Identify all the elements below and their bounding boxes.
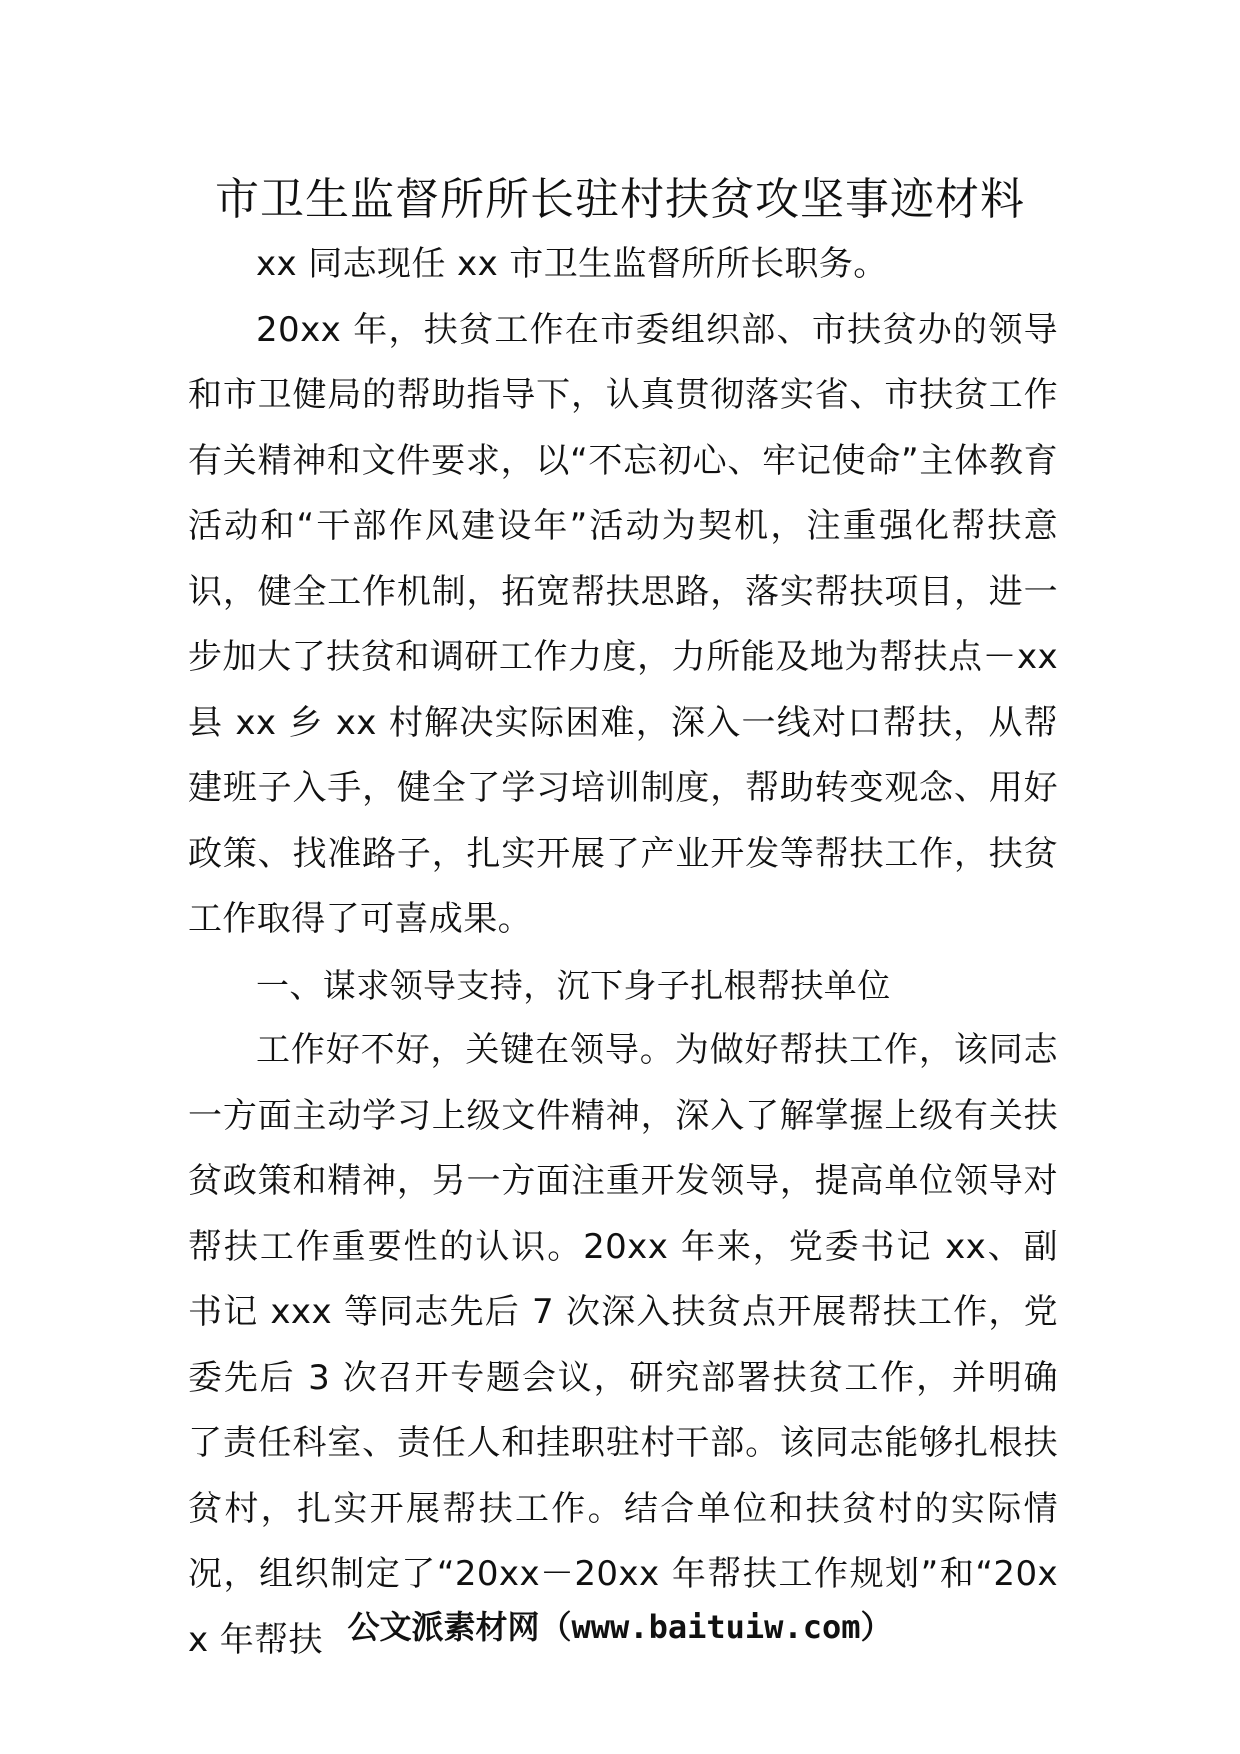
- paragraph-intro: xx 同志现任 xx 市卫生监督所所长职务。: [256, 244, 888, 284]
- section-heading-1: 一、谋求领导支持，沉下身子扎根帮扶单位: [256, 965, 891, 1005]
- footer-url: （www.baituiw.com）: [539, 1608, 893, 1646]
- paragraph-section-1: 工作好不好，关键在领导。为做好帮扶工作，该同志一方面主动学习上级文件精神，深入了解掌握上级有关扶贫政策和精神，另一方面注重开发领导，提高单位领导对帮扶工作重要性的认识。20xx 年来，党委书记 xx、副书记 xxx 等同志先后 7 次深入扶贫点开展帮扶工作，党委先后 3 次召开专题会议，研究部署扶贫工作，并明确了责任科室、责任人和挂职驻村干部。该同志能够扎根扶贫村，扎实开展帮扶工作。结合单位和扶贫村的实际情况，组织制定了“20xx－20xx 年帮扶工作规划”和“20xx 年帮扶: [188, 1030, 1058, 1660]
- footer-brand: 公文派素材网: [347, 1608, 540, 1646]
- paragraph-overview: 20xx 年，扶贫工作在市委组织部、市扶贫办的领导和市卫健局的帮助指导下，认真贯彻落实省、市扶贫工作有关精神和文件要求，以“不忘初心、牢记使命”主体教育活动和“干部作风建设年”活动为契机，注重强化帮扶意识，健全工作机制，拓宽帮扶思路，落实帮扶项目，进一步加大了扶贫和调研工作力度，力所能及地为帮扶点－xx 县 xx 乡 xx 村解决实际困难，深入一线对口帮扶，从帮建班子入手，健全了学习培训制度，帮助转变观念、用好政策、找准路子，扎实开展了产业开发等帮扶工作，扶贫工作取得了可喜成果。: [188, 309, 1058, 939]
- document-body: [188, 232, 1058, 1673]
- watermark-footer: [0, 1605, 1240, 1649]
- document-title: 市卫生监督所所长驻村扶贫攻坚事迹材料: [215, 174, 1025, 225]
